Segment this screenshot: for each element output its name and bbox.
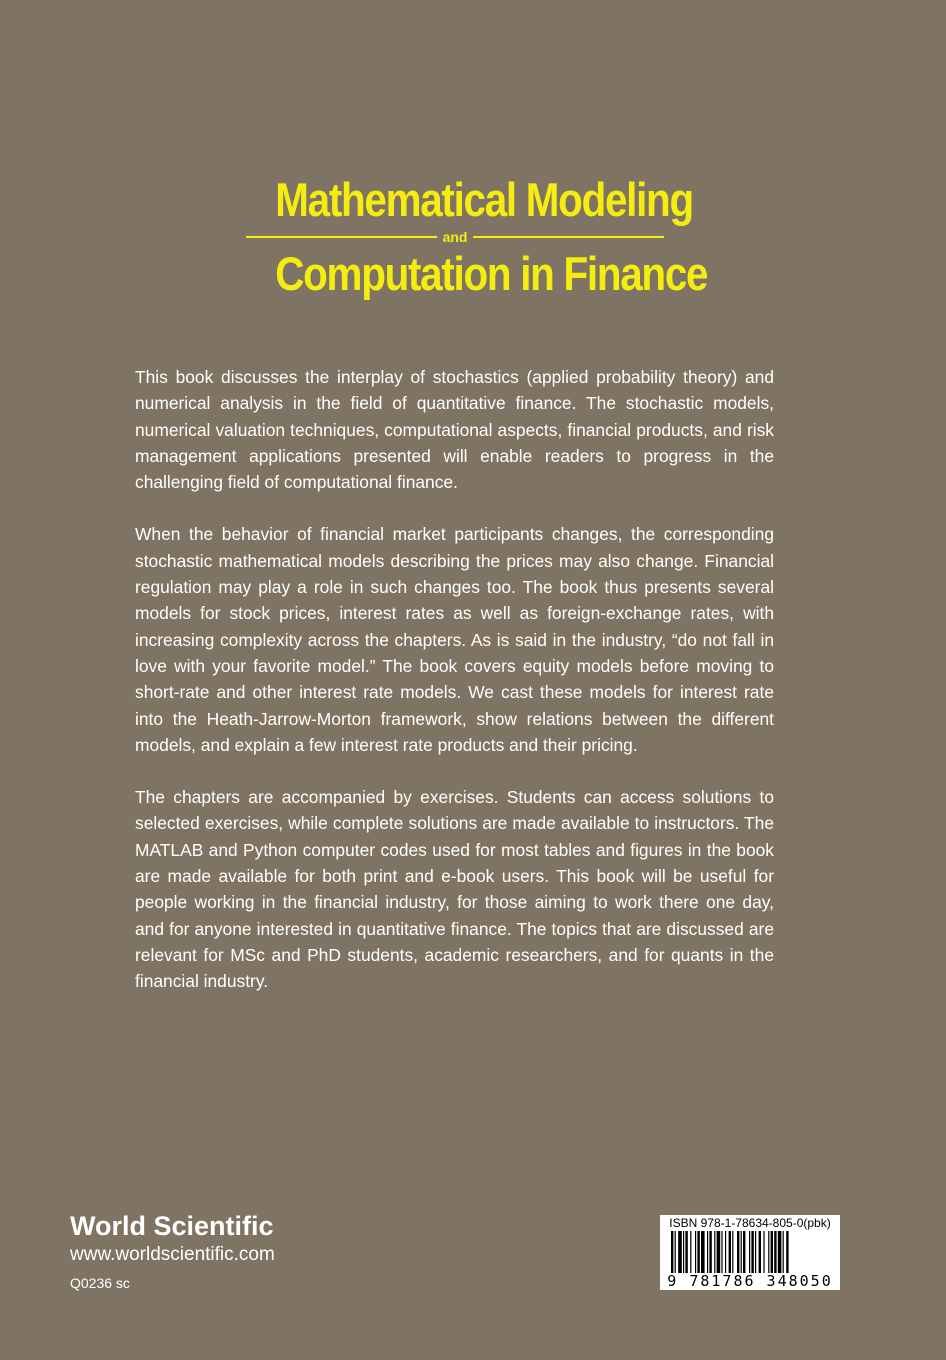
barcode-bars [667, 1231, 833, 1273]
isbn-label: ISBN 978-1-78634-805-0(pbk) [669, 1216, 831, 1230]
barcode-stripe [697, 1231, 699, 1273]
barcode-stripe [685, 1231, 687, 1273]
barcode-stripe [771, 1231, 773, 1273]
description-paragraph-1: This book discusses the interplay of stochastics (applied probability theory) and numerical analysis in the field of quantitative finance. The stochastic models, numerical valuation techniques, computational aspects, financial products, and risk management applications presented will enable readers to progress in the challenging field of computational finance. [135, 367, 774, 493]
barcode-stripe [714, 1231, 715, 1273]
barcode-stripe [786, 1231, 788, 1273]
barcode-stripe [783, 1231, 784, 1273]
barcode-stripe [695, 1231, 696, 1273]
barcode-stripe [683, 1231, 684, 1273]
publisher-info [70, 1210, 275, 1294]
barcode-stripe [763, 1231, 764, 1273]
barcode-stripe [678, 1231, 682, 1273]
barcode-stripe [755, 1231, 756, 1273]
description-paragraph-3: The chapters are accompanied by exercises. Students can access solutions to selected exercises, while complete solutions are made available to instructors. The MATLAB and Python computer codes used for most tables and figures in the book are made available for both print and e-book users. This book will be useful for people working in the financial industry, for those aiming to work there one day, and for anyone interested in quantitative finance. The topics that are discussed are relevant for MSc and PhD students, academic researchers, and for quants in the financial industry. [135, 787, 774, 992]
barcode-stripe [729, 1231, 731, 1273]
barcode-stripe [671, 1231, 673, 1273]
barcode-stripe [751, 1231, 753, 1273]
barcode-digits: 9 781786 348050 [667, 1272, 833, 1290]
book-title [246, 170, 708, 304]
barcode-stripe [732, 1231, 733, 1273]
title-and: and [442, 229, 468, 245]
book-description [135, 364, 774, 1021]
barcode-stripe [749, 1231, 750, 1273]
barcode-stripe [709, 1231, 711, 1273]
barcode-stripe [721, 1231, 722, 1273]
barcode-stripe [701, 1231, 705, 1273]
barcode-stripe [778, 1231, 782, 1273]
barcode-stripe [707, 1231, 708, 1273]
barcode-stripe [774, 1231, 776, 1273]
barcode-stripe [725, 1231, 726, 1273]
barcode-stripe [690, 1231, 691, 1273]
isbn-barcode [660, 1215, 840, 1290]
title-connector [246, 230, 664, 244]
barcode-stripe [759, 1231, 761, 1273]
title-rule-right [473, 236, 664, 238]
publisher-name: World Scientific [70, 1211, 274, 1241]
publisher-url: www.worldscientific.com [70, 1244, 275, 1265]
title-line-2: Computation in Finance [275, 247, 708, 300]
barcode-stripe [741, 1231, 742, 1273]
product-code: Q0236 sc [70, 1275, 130, 1291]
barcode-stripe [737, 1231, 739, 1273]
barcode-stripe [675, 1231, 676, 1273]
barcode-stripe [768, 1231, 769, 1273]
barcode-stripe [743, 1231, 745, 1273]
title-rule-left [246, 236, 437, 238]
barcode-stripe [717, 1231, 721, 1273]
title-line-1: Mathematical Modeling [275, 173, 693, 226]
description-paragraph-2: When the behavior of financial market participants changes, the corresponding stochastic mathematical models describing the prices may also change. Financial regulation may play a role in such changes too. The book thus presents several models for stock prices, interest rates as well as foreign-exchange rates, with increasing complexity across the chapters. As is said in the industry, “do not fall in love with your favorite model.” The book covers equity models before moving to short-rate and other interest rate models. We cast these models for interest rate into the Heath-Jarrow-Morton framework, show relations between the different models, and explain a few interest rate products and their pricing. [135, 524, 774, 755]
